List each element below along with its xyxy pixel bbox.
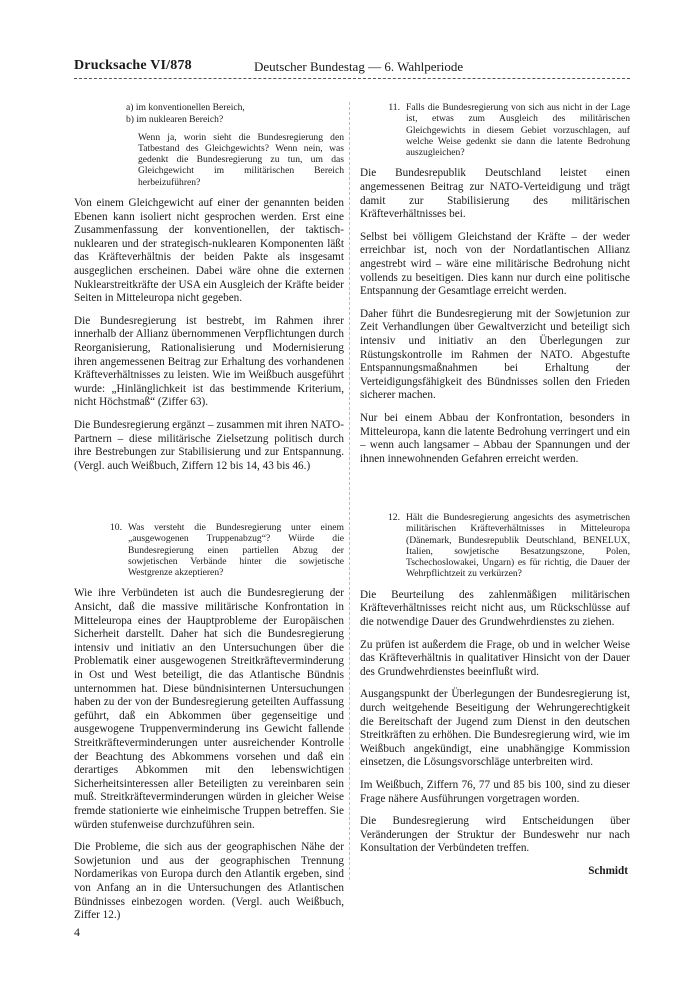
question-text: Hält die Bundesregierung angesichts des asymetrischen militärischen Kräfteverhältnisses in Mitteleuropa (Dänemark, Bundesrepublik Deutschland, BENELUX, Italien, sowjetische Besatzungszone, Polen, Tschechoslowakei, Ungarn) es für richtig, die Dauer der Wehrpflichtzeit zu verkürzen? (406, 512, 630, 580)
signature: Schmidt (588, 864, 628, 877)
answer-paragraph: Die Bundesrepublik Deutschland leistet einen angemessenen Beitrag zur NATO-Verteidigung und trägt damit zur Stabilisierung des militärischen Kräfteverhältnisses bei. (360, 167, 630, 221)
answer-paragraph: Daher führt die Bundesregierung mit der Sowjetunion zur Zeit Verhandlungen über Gewaltverzicht und beteiligt sich intensiv und initiativ an den Überlegungen zur Rüstungskontrolle im Rahmen der NATO. Abgestufte Entspannungsmaßnahmen bei Erhaltung der Verteidigungsfähigkeit des Bündnisses sollen den Frieden sicherer machen. (360, 307, 630, 402)
question-11 (360, 102, 630, 158)
question-text: Falls die Bundesregierung von sich aus nicht in der Lage ist, etwas zum Ausgleich des militärischen Gleichgewichts in diesem Gebiet vorzuschlagen, auf welche Weise gedenkt sie dann die latente Bedrohung auszugleichen? (406, 102, 630, 159)
right-column (360, 102, 630, 475)
question-text: Was versteht die Bundesregierung unter einem „ausgewogenen Truppenabzug“? Würde die Bundesregierung einen partiellen Abzug der sowjetischen Verbände hinter die sowjetische Westgrenze akzeptieren? (128, 522, 344, 579)
answer-paragraph: Nur bei einem Abbau der Konfrontation, besonders in Mitteleuropa, kann die latente Bedrohung verringert und ein – wenn auch langsamer – Abbau der Spannungen und der ihnen innewohnenden Gefahren erreicht werden. (360, 411, 630, 465)
question-followup: Wenn ja, worin sieht die Bundesregierung den Tatbestand des Gleichgewichts? Wenn nein, was gedenkt die Bundesregierung zu tun, um das Gleichgewicht im militärischen Bereich herbeizuführen? (138, 131, 344, 188)
question-9-continuation (74, 102, 344, 188)
question-number: 11. (388, 102, 400, 113)
question-item-b: b) im nuklearen Bereich? (126, 114, 224, 126)
answer-paragraph: Zu prüfen ist außerdem die Frage, ob und in welcher Weise das Kräfteverhältnis in qualitativer Hinsicht von der Dauer des Grundwehrdienstes beeinflußt wird. (360, 638, 630, 678)
question-number: 12. (388, 512, 400, 523)
page-header (74, 58, 630, 79)
answer-paragraph: Von einem Gleichgewicht auf einer der genannten beiden Ebenen kann isoliert nicht gesprochen werden. Erst eine Zusammenfassung der konventionellen, der taktisch-nuklearen und der strategisch-nuklearen Komponenten läßt das Kräfteverhältnis der beiden Pakte als insgesamt ausgeglichen erscheinen. Dabei wäre ohne die externen Nuklearstreitkräfte der USA ein Ausgleich der Kräfte beider Seiten in Mitteleuropa nicht gegeben. (74, 197, 344, 305)
answer-paragraph: Die Probleme, die sich aus der geographischen Nähe der Sowjetunion und aus der geographischen Trennung Nordamerikas von Europa durch den Atlantik ergeben, sind von Anfang an in die Untersuchungen des Atlantischen Bündnisses einbezogen worden. (Vergl. auch Weißbuch, Ziffer 12.) (74, 841, 344, 922)
question-item-a: a) im konventionellen Bereich, (126, 102, 245, 113)
answer-paragraph: Ausgangspunkt der Überlegungen der Bundesregierung ist, durch weitgehende Beseitigung der Wehrungerechtigkeit die Bereitschaft der Jugend zum Dienst in den deutschen Streitkräften zu erhöhen. Die Bundesregierung wird, wie im Weißbuch angekündigt, eine unabhängige Kommission einsetzen, die Lösungsvorschläge unterbreiten wird. (360, 688, 630, 769)
question-12 (360, 512, 630, 580)
answer-paragraph: Die Beurteilung des zahlenmäßigen militärischen Kräfteverhältnisses reicht nicht aus, um Rückschlüsse auf die notwendige Dauer des Grundwehrdienstes zu ziehen. (360, 588, 630, 628)
left-column (74, 102, 344, 482)
answer-paragraph: Wie ihre Verbündeten ist auch die Bundesregierung der Ansicht, daß die massive militärische Konfrontation in Mitteleuropa eines der Hauptprobleme der Europäischen Sicherheit darstellt. Daher hat sich die Bundesregierung intensiv und initiativ an den Untersuchungen über die Problematik einer ausgewogenen Streitkräfteverminderung in Ost und West beteiligt, die das Atlantische Bündnis unternommen hat. Diese bündnisinternen Untersuchungen haben zu der von der Bundesregierung geteilten Auffassung geführt, daß ein Abkommen über gegenseitige und ausgewogene Truppenverminderung ins Gewicht fallende Streitkräfteverminderungen unter ausreichender Kontrolle der Beachtung des Abkommens vorsehen und daß ein derartiges Abkommen mit den lebenswichtigen Sicherheitsinteressen aller Beteiligten zu vereinbaren sein muß. Streitkräfteverminderungen würden in gleicher Weise fremde stationierte wie einheimische Truppen betreffen. Sie würden stufenweise durchzuführen sein. (74, 587, 344, 831)
right-column-lower (360, 512, 630, 878)
answer-paragraph: Im Weißbuch, Ziffern 76, 77 und 85 bis 100, sind zu dieser Frage nähere Ausführungen vorgetragen worden. (360, 778, 630, 805)
page-number: 4 (74, 925, 80, 939)
answer-paragraph: Selbst bei völligem Gleichstand der Kräfte – der weder erreichbar ist, noch von der Nordatlantischen Allianz angestrebt wird – wäre eine militärische Bedrohung nicht vollends zu beseitigen. Dies kann nur durch eine politische Entspannung der Gesamtlage erreicht werden. (360, 230, 630, 298)
answer-paragraph: Die Bundesregierung wird Entscheidungen über Veränderungen der Struktur der Bundeswehr nur nach Konsultation der Verbündeten treffen. (360, 815, 630, 855)
column-divider (349, 102, 350, 880)
running-title: Deutscher Bundestag — 6. Wahlperiode (254, 59, 464, 74)
answer-paragraph: Die Bundesregierung ist bestrebt, im Rahmen ihrer innerhalb der Allianz übernommenen Verpflichtungen durch Reorganisierung, Rationalisierung und Modernisierung ihren angemessenen Beitrag zur Erhaltung des vorhandenen Kräfteverhältnisses zu leisten. Wie im Weißbuch ausgeführt wurde: „Hinlänglichkeit ist das bestimmende Kriterium, nicht Höchstmaß“ (Ziffer 63). (74, 314, 344, 409)
document-id: Drucksache VI/878 (74, 58, 192, 73)
question-number: 10. (110, 522, 122, 533)
question-10 (74, 522, 344, 578)
answer-paragraph: Die Bundesregierung ergänzt – zusammen mit ihren NATO-Partnern – diese militärische Zielsetzung politisch durch ihre Bestrebungen zur Stabilisierung und zur Entspannung. (Vergl. auch Weißbuch, Ziffern 12 bis 14, 43 bis 46.) (74, 418, 344, 472)
left-column-lower (74, 522, 344, 932)
